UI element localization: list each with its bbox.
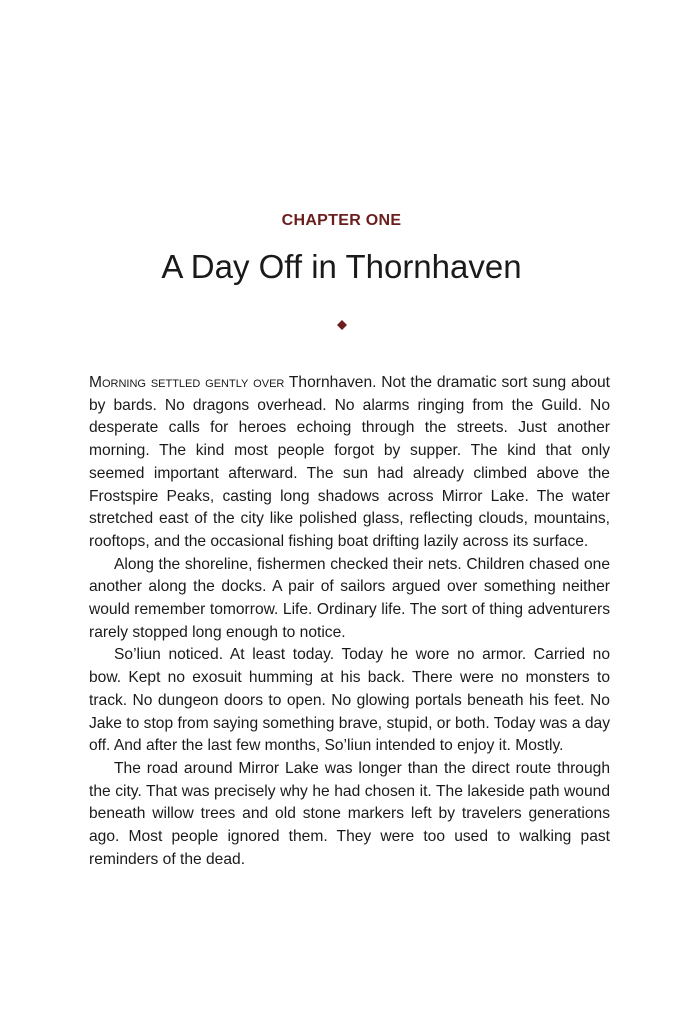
paragraph-lead-smallcaps: Morning settled gently over <box>89 374 285 391</box>
paragraph: Along the shoreline, fishermen checked their nets. Children chased one another along the docks. A pair of sailors argued over something neither would remember tomorrow. Life. Ordinary life. The sort of thing adventurers rarely stopped long enough to notice. <box>89 555 610 641</box>
diamond-ornament-icon <box>336 319 348 331</box>
paragraph: The road around Mirror Lake was longer than the direct route through the city. That was precisely why he had chosen it. The lakeside path wound beneath willow trees and old stone markers left by travelers generations ago. Most people ignored them. They were too used to walking past reminders of the dead. <box>89 759 610 868</box>
chapter-title: A Day Off in Thornhaven <box>161 248 522 285</box>
chapter-body <box>89 372 610 871</box>
paragraph <box>89 372 610 554</box>
chapter-label: CHAPTER ONE <box>281 212 402 229</box>
paragraph: So’liun noticed. At least today. Today he wore no armor. Carried no bow. Kept no exosuit humming at his back. There were no monsters to track. No dungeon doors to open. No glowing portals beneath his feet. No Jake to stop from saying something brave, stupid, or both. Today was a day off. And after the last few months, So’liun intended to enjoy it. Mostly. <box>89 646 610 755</box>
paragraph-text: Thornhaven. Not the dramatic sort sung about by bards. No dragons overhead. No alarms ringing from the Guild. No desperate calls for heroes echoing through the streets. Just another morning. The kind most people forgot by supper. The kind that only seemed important afterward. The sun had already climbed above the Frostspire Peaks, casting long shadows across Mirror Lake. The water stretched east of the city like polished glass, reflecting clouds, mountains, rooftops, and the occasional fishing boat drifting lazily across its surface. <box>89 374 610 550</box>
